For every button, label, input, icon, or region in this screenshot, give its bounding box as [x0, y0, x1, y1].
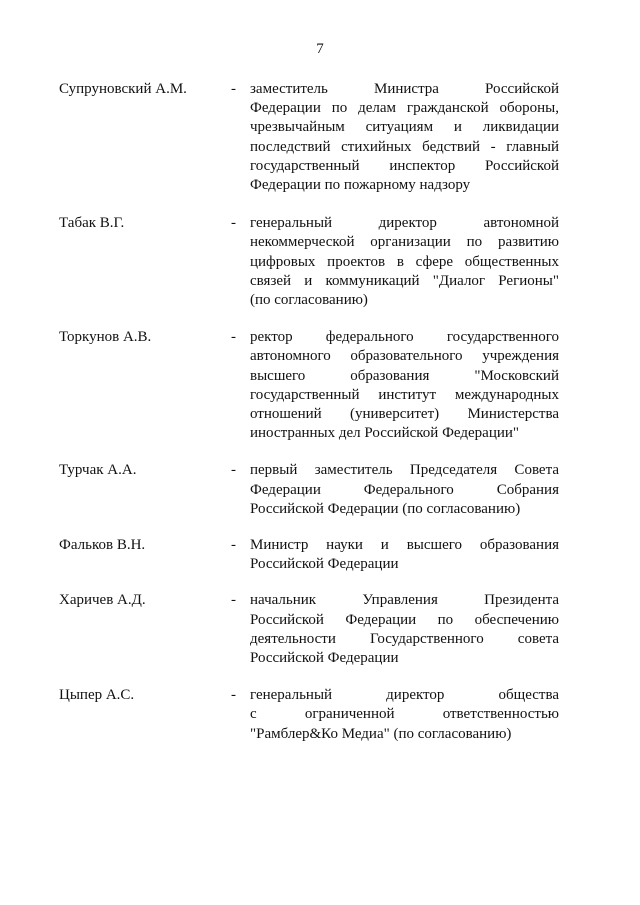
entry-dash: - — [231, 687, 236, 704]
position-line: деятельности Государственного совета — [250, 630, 559, 647]
position-line: связей и коммуникаций "Диалог Регионы" — [250, 272, 559, 289]
position-line: автономного образовательного учреждения — [250, 348, 559, 365]
member-entry — [0, 536, 640, 574]
member-name: Фальков В.Н. — [59, 537, 146, 554]
entry-dash: - — [231, 592, 236, 609]
position-line: цифровых проектов в сфере общественных — [250, 253, 559, 270]
position-line: Федерации по пожарному надзору — [250, 177, 471, 194]
member-position — [250, 461, 559, 519]
position-line: чрезвычайным ситуациям и ликвидации — [250, 119, 559, 136]
position-line: Российской Федерации по обеспечению — [250, 611, 559, 628]
member-position — [250, 328, 559, 443]
member-position — [250, 536, 559, 574]
position-line: генеральный директор автономной — [250, 215, 559, 232]
position-line: "Рамблер&Ко Медиа" (по согласованию) — [250, 725, 512, 742]
position-line: государственный институт международных — [250, 386, 559, 403]
member-entry — [0, 461, 640, 519]
entry-dash: - — [231, 537, 236, 554]
position-line: высшего образования "Московский — [250, 367, 559, 384]
position-line: государственный инспектор Российской — [250, 157, 559, 174]
entry-dash: - — [231, 462, 236, 479]
page-number: 7 — [316, 41, 324, 57]
member-name: Торкунов А.В. — [59, 329, 152, 346]
member-name: Харичев А.Д. — [59, 592, 146, 609]
position-line: ректор федерального государственного — [250, 329, 559, 346]
member-entry — [0, 591, 640, 668]
position-line: генеральный директор общества — [250, 687, 559, 704]
position-line: Федерации Федерального Собрания — [250, 481, 559, 498]
member-entry — [0, 686, 640, 744]
entry-dash: - — [231, 329, 236, 346]
entry-dash: - — [231, 81, 236, 97]
position-line: с ограниченной ответственностью — [250, 706, 559, 723]
member-name: Цыпер А.С. — [59, 687, 135, 704]
member-position — [250, 591, 559, 668]
member-name: Табак В.Г. — [59, 215, 125, 232]
position-line: иностранных дел Российской Федерации" — [250, 425, 520, 442]
member-name: Турчак А.А. — [59, 462, 137, 479]
member-position — [250, 686, 559, 744]
member-name: Супруновский А.М. — [59, 81, 187, 97]
member-list — [0, 80, 640, 744]
position-line: некоммерческой организации по развитию — [250, 234, 559, 251]
member-entry — [0, 80, 640, 195]
entry-dash: - — [231, 215, 236, 232]
position-line: первый заместитель Председателя Совета — [250, 462, 559, 479]
position-line: последствий стихийных бедствий - главный — [250, 138, 559, 155]
member-position — [250, 214, 559, 310]
position-line: заместитель Министра Российской — [250, 81, 559, 97]
position-line: начальник Управления Президента — [250, 592, 559, 609]
position-line: Российской Федерации (по согласованию) — [250, 500, 521, 517]
position-line: (по согласованию) — [250, 292, 368, 309]
position-line: Министр науки и высшего образования — [250, 537, 559, 554]
member-entry — [0, 328, 640, 443]
member-position — [250, 80, 559, 195]
position-line: Российской Федерации — [250, 556, 399, 573]
position-line: отношений (университет) Министерства — [250, 406, 559, 423]
member-entry — [0, 214, 640, 310]
position-line: Российской Федерации — [250, 650, 399, 667]
position-line: Федерации по делам гражданской обороны, — [250, 100, 559, 117]
